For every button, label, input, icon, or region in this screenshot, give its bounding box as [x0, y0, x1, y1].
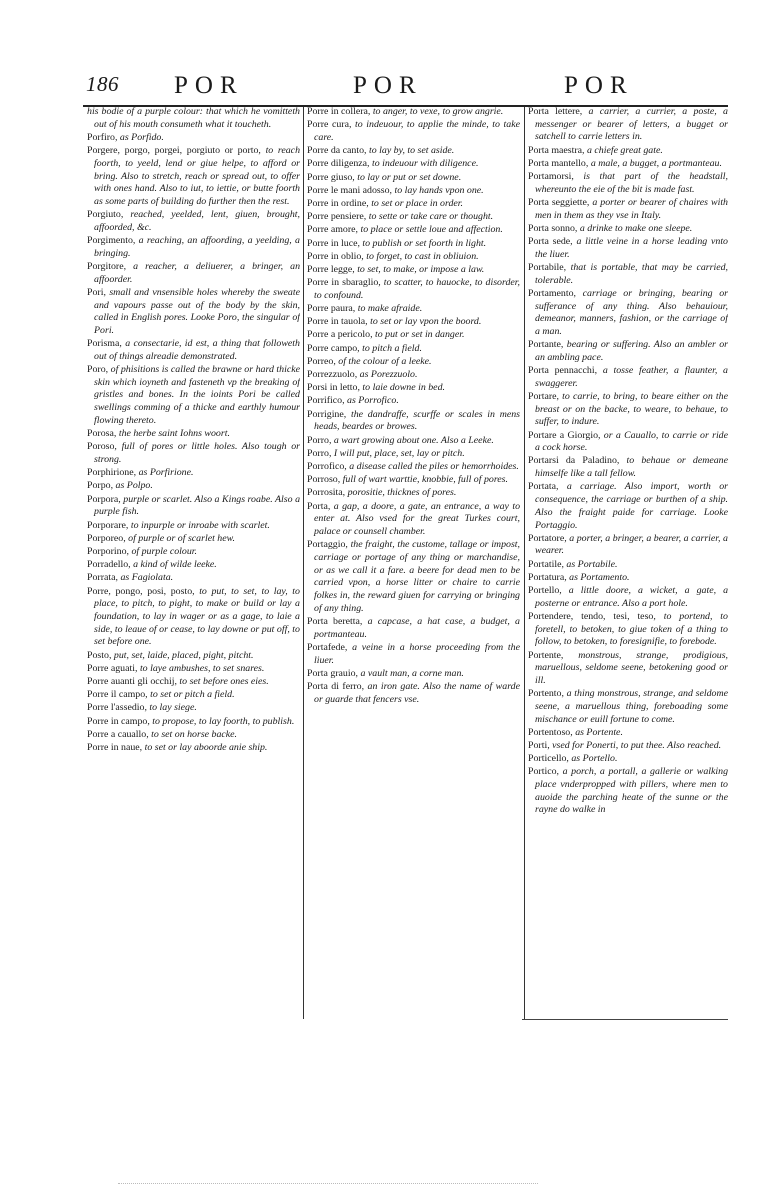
- dictionary-entry: [87, 742, 300, 755]
- entry-definition: a thing monstrous, strange, and seldome seene, a maruellous thing, foreboading some mischance or euill fortune to come.: [535, 688, 728, 725]
- entry-definition: as Portabile.: [566, 558, 618, 570]
- dictionary-column-2: [307, 106, 520, 1018]
- entry-definition: to set or lay vpon the boord.: [370, 316, 482, 328]
- entry-definition: vsed for Ponerti, to put thee. Also reached.: [552, 739, 722, 751]
- entry-definition: the fraight, the custome, tallage or impost, carriage or portage of any thing or marchandise, or as we call it a fare. a beere for dead men to be carried vpon, a horse litter or chaire to carrie folkes in, the reward giuen for carrying or bringing of any thing.: [314, 539, 520, 614]
- page-number: 186: [86, 72, 119, 96]
- dictionary-entry: [307, 264, 520, 277]
- dictionary-entry: [307, 539, 520, 615]
- entry-definition: a chiefe great gate.: [586, 144, 663, 156]
- dictionary-column-3: [528, 106, 728, 1018]
- entry-headword: Porre l'assedio,: [87, 702, 147, 714]
- dictionary-entry: [87, 209, 300, 234]
- dictionary-entry: [87, 480, 300, 493]
- entry-headword: Portello,: [528, 585, 562, 597]
- entry-definition: as Porezzuolo.: [359, 369, 418, 381]
- entry-definition: to anger, to vexe, to grow angrie.: [372, 106, 504, 117]
- dictionary-entry: [528, 430, 728, 455]
- entry-definition: full of pores or little holes. Also tough or strong.: [94, 441, 300, 465]
- dictionary-entry: [307, 277, 520, 302]
- dictionary-entry: [307, 158, 520, 171]
- dictionary-entry: [307, 474, 520, 487]
- dictionary-entry: [528, 236, 728, 261]
- entry-headword: Portatura,: [528, 571, 567, 583]
- entry-definition: to lay siege.: [149, 702, 197, 714]
- entry-headword: Porta lettere,: [528, 106, 583, 117]
- dictionary-entry: [307, 487, 520, 500]
- entry-headword: Portente,: [528, 649, 564, 661]
- entry-definition: a carrier, a currier, a poste, a messenger or bearer of letters, a bugget or satchell to carrie letters in.: [535, 106, 728, 143]
- dictionary-entry: [307, 435, 520, 448]
- entry-headword: Porre legge,: [307, 263, 355, 275]
- dictionary-entry: [528, 197, 728, 222]
- dictionary-entry: [307, 303, 520, 316]
- dictionary-entry: [87, 428, 300, 441]
- entry-definition: to laye ambushes, to set snares.: [139, 662, 265, 674]
- entry-headword: Portentoso,: [528, 726, 573, 738]
- entry-headword: Porrigine,: [307, 408, 347, 420]
- dictionary-entry: [87, 533, 300, 546]
- entry-definition: a reaching, an affoording, a yeelding, a bringing.: [94, 235, 300, 259]
- dictionary-entry: [307, 224, 520, 237]
- entry-headword: Porpo,: [87, 480, 114, 492]
- dictionary-entry: [307, 238, 520, 251]
- entry-definition: to publish or set foorth in light.: [362, 237, 487, 249]
- entry-definition: as Polpo.: [115, 480, 153, 492]
- entry-headword: Portamento,: [528, 287, 576, 299]
- dictionary-entry: [87, 676, 300, 689]
- dictionary-entry: [528, 650, 728, 688]
- dictionary-entry: [307, 316, 520, 329]
- dictionary-entry: [528, 727, 728, 740]
- entry-definition: a wart growing about one. Also a Leeke.: [333, 434, 494, 446]
- entry-definition: to put or set in danger.: [375, 329, 465, 341]
- dictionary-entry: [528, 688, 728, 726]
- dictionary-entry: [87, 235, 300, 260]
- entry-headword: Porre auanti gli occhij,: [87, 675, 177, 687]
- entry-headword: Porta,: [307, 500, 331, 512]
- dictionary-entry: [87, 546, 300, 559]
- entry-headword: Porre in oblio,: [307, 250, 364, 262]
- dictionary-entry: [87, 520, 300, 533]
- entry-definition: put, set, laide, placed, pight, pitcht.: [113, 649, 254, 661]
- entry-definition: to propose, to lay foorth, to publish.: [152, 715, 295, 727]
- entry-headword: Portico,: [528, 766, 559, 778]
- entry-definition: a porter, a bringer, a bearer, a carrier, a wearer.: [535, 532, 728, 557]
- entry-definition: reached, yeelded, lent, giuen, brought, affoorded, &c.: [94, 209, 300, 233]
- entry-headword: Portatile,: [528, 558, 564, 570]
- entry-headword: Porti,: [528, 739, 550, 751]
- dictionary-entry: [87, 287, 300, 338]
- entry-headword: Porre in sbaraglio,: [307, 277, 381, 289]
- entry-definition: a capcase, a hat case, a budget, a portmanteau.: [314, 615, 520, 640]
- dictionary-entry: [307, 185, 520, 198]
- entry-definition: to lay hands vpon one.: [394, 184, 484, 196]
- dictionary-entry: [87, 132, 300, 145]
- entry-headword: Porrofico,: [307, 460, 347, 472]
- dictionary-entry: [307, 461, 520, 474]
- entry-headword: Porosa,: [87, 428, 117, 440]
- entry-headword: Portare,: [528, 390, 559, 402]
- entry-definition: to put, to set, to lay, to place, to pitch, to pight, to make or build or lay a foundation, to lay in wager or as a gage, to laie a side, to leaue of or cease, to lay downe or put off, to set before one.: [94, 585, 300, 648]
- entry-headword: Posto,: [87, 649, 112, 661]
- entry-headword: Porre cura,: [307, 119, 352, 131]
- entry-definition: to laie downe in bed.: [362, 382, 445, 394]
- entry-headword: Porro,: [307, 434, 332, 446]
- dictionary-entry: [87, 106, 300, 131]
- dictionary-column-1: [87, 106, 300, 1018]
- entry-definition: the herbe saint Iohns woort.: [118, 428, 230, 440]
- entry-headword: Porrifico,: [307, 395, 345, 407]
- dictionary-entry: [87, 586, 300, 650]
- entry-definition: a male, a bugget, a portmanteau.: [590, 157, 722, 169]
- entry-definition: as Porfido.: [119, 131, 164, 143]
- entry-headword: Porro,: [307, 447, 332, 459]
- entry-definition: as Porrofico.: [347, 395, 399, 407]
- dictionary-entry: [307, 211, 520, 224]
- entry-headword: Portarsi da Paladino,: [528, 455, 620, 467]
- dictionary-entry: [87, 689, 300, 702]
- entry-headword: Porre diligenza,: [307, 158, 370, 170]
- running-headword-center: POR: [353, 72, 423, 99]
- entry-headword: Porre in luce,: [307, 237, 360, 249]
- dictionary-entry: [528, 753, 728, 766]
- dictionary-entry: [307, 198, 520, 211]
- entry-definition: to portend, to foretell, to betoken, to giue token of a thing to follow, to betoken, to foresignifie, to forebode.: [535, 610, 728, 648]
- entry-headword: Porta pennacchi,: [528, 365, 598, 377]
- entry-headword: Porpora,: [87, 493, 121, 505]
- entry-definition: a little doore, a wicket, a gate, a posterne or entrance. Also a port hole.: [535, 585, 728, 609]
- entry-headword: Porisma,: [87, 338, 122, 350]
- entry-definition: as Porfirione.: [138, 467, 194, 479]
- dictionary-entry: [87, 364, 300, 428]
- dictionary-entry: [87, 494, 300, 519]
- dictionary-entry: [528, 585, 728, 610]
- entry-definition: I will put, place, set, lay or pitch.: [333, 447, 465, 459]
- entry-headword: Portante,: [528, 339, 564, 351]
- entry-definition: bearing or suffering. Also an ambler or an ambling pace.: [535, 339, 728, 363]
- dictionary-entry: [307, 106, 520, 119]
- entry-headword: Portaggio,: [307, 539, 348, 551]
- dictionary-entry: [87, 441, 300, 466]
- dictionary-entry: [307, 448, 520, 461]
- entry-headword: Porroso,: [307, 474, 341, 486]
- entry-headword: Portamorsi,: [528, 171, 574, 183]
- entry-headword: Porre a cauallo,: [87, 728, 149, 740]
- dictionary-entry: [528, 365, 728, 390]
- entry-definition: a carriage. Also import, worth or consequence, the carriage or burthen of a ship. Also the fraight paide for carriage. Looke Portaggio.: [535, 481, 728, 531]
- dictionary-entry: [528, 106, 728, 144]
- entry-definition: of phisitions is called the brawne or hard thicke skin which ioyneth and fasteneth vp the breaking of gristles and bones. In the ioints Pori be called swellings comming of a thicke and earthly humour flowing thereto.: [94, 364, 300, 426]
- dictionary-entry: [307, 395, 520, 408]
- entry-headword: Porre in naue,: [87, 741, 143, 753]
- dictionary-entry: [528, 766, 728, 817]
- dictionary-entry: [528, 223, 728, 236]
- entry-headword: Poro,: [87, 364, 109, 376]
- entry-headword: Porre in tauola,: [307, 316, 368, 328]
- entry-definition: to pitch a field.: [362, 342, 422, 354]
- entry-headword: Pori,: [87, 286, 106, 298]
- entry-headword: Porre, pongo, posi, posto,: [87, 585, 195, 597]
- entry-headword: Porsi in letto,: [307, 382, 360, 394]
- entry-definition: as Fagiolata.: [120, 572, 174, 584]
- entry-definition: a consectarie, id est, a thing that followeth out of things alreadie demonstrated.: [94, 338, 300, 362]
- entry-headword: Porrata,: [87, 572, 118, 584]
- entry-definition: a disease called the piles or hemorrhoides.: [349, 460, 519, 472]
- entry-headword: Porporino,: [87, 545, 129, 557]
- entry-definition: as Portello.: [571, 753, 618, 765]
- entry-headword: Porre aguati,: [87, 662, 138, 674]
- entry-headword: Porre pensiere,: [307, 211, 367, 223]
- entry-definition: to inpurple or inroabe with scarlet.: [130, 519, 270, 531]
- entry-definition: a porter or bearer of chaires with men in them as they vse in Italy.: [535, 196, 728, 221]
- dictionary-entry: [87, 145, 300, 209]
- entry-definition: small and vnsensible holes whereby the sweate and vapours passe out of the body by the skin, called in English pores. Looke Poro, the singular of Pori.: [94, 286, 300, 336]
- entry-definition: carriage or bringing, bearing or sufferance of any thing. Also behauiour, demeanor, manners, fashion, or the carriage of a man.: [535, 287, 728, 337]
- dictionary-entry: [528, 339, 728, 364]
- entry-headword: Porgere, porgo, porgei, porgiuto or porto,: [87, 145, 261, 157]
- running-headword-left: POR: [174, 72, 244, 99]
- dictionary-entry: [528, 158, 728, 171]
- entry-headword: Porgitore,: [87, 260, 127, 272]
- entry-definition: monstrous, strange, prodigious, maruellous, seldome seene, betokening good or ill.: [535, 649, 728, 686]
- entry-definition: of the colour of a leeke.: [338, 355, 432, 367]
- entry-definition: to forget, to cast in obliuion.: [366, 250, 479, 262]
- dictionary-entry: [87, 467, 300, 480]
- dictionary-entry: [87, 716, 300, 729]
- entry-definition: full of wart warttie, knobbie, full of pores.: [342, 474, 508, 486]
- entry-definition: a reacher, a deliuerer, a bringer, an affoorder.: [94, 260, 300, 285]
- entry-definition: a gap, a doore, a gate, an entrance, a way to enter at. Also vsed for the great Turkes court, palace or counsell chamber.: [314, 500, 520, 537]
- entry-definition: to set or pitch a field.: [150, 689, 235, 701]
- entry-headword: Porre le mani adosso,: [307, 184, 393, 196]
- dictionary-entry: [528, 262, 728, 287]
- dictionary-entry: [528, 559, 728, 572]
- entry-headword: Portatore,: [528, 532, 567, 544]
- entry-headword: Portata,: [528, 481, 559, 493]
- entry-headword: Porta sede,: [528, 236, 573, 248]
- entry-definition: to indeuour with diligence.: [372, 158, 479, 170]
- entry-headword: Porre amore,: [307, 224, 358, 236]
- entry-definition: a porch, a portall, a gallerie or walking place vnderpropped with pillers, where men to auoide the parching heate of the sunne or the rayne do walke in: [535, 766, 728, 816]
- entry-definition: to reach foorth, to yeeld, lend or giue helpe, to afford or bring. Also to stretch, reach or spread out, to offer with ones hand. Also to iut, to iettie, or butte foorth as some parts of building do further then the rest.: [94, 145, 300, 207]
- entry-headword: Porta beretta,: [307, 615, 363, 627]
- dictionary-entry: [307, 369, 520, 382]
- entry-definition: that is portable, that may be carried, tolerable.: [535, 261, 728, 286]
- footer-scan-mark: [118, 1183, 538, 1184]
- dictionary-entry: [528, 481, 728, 532]
- entry-headword: Porreo,: [307, 355, 336, 367]
- dictionary-entry: [528, 145, 728, 158]
- entry-headword: Porre in ordine,: [307, 197, 369, 209]
- entry-headword: Porre da canto,: [307, 145, 367, 157]
- dictionary-entry: [307, 329, 520, 342]
- entry-headword: Porre in campo,: [87, 715, 150, 727]
- dictionary-entry: [87, 559, 300, 572]
- dictionary-entry: [307, 251, 520, 264]
- entry-headword: Porphirione,: [87, 467, 137, 479]
- entry-headword: Porta seggiette,: [528, 196, 590, 208]
- entry-headword: Porradello,: [87, 559, 131, 571]
- entry-headword: Porta sonno,: [528, 222, 578, 234]
- dictionary-entry: [87, 650, 300, 663]
- dictionary-entry: [87, 702, 300, 715]
- entry-definition: to behaue or demeane himselfe like a tall fellow.: [535, 455, 728, 480]
- entry-headword: Porre campo,: [307, 342, 360, 354]
- dictionary-entry: [307, 668, 520, 681]
- entry-definition: to scatter, to hauocke, to disorder, to confound.: [314, 277, 520, 301]
- entry-headword: Porgiuto,: [87, 209, 124, 221]
- entry-headword: Porta mantello,: [528, 157, 589, 169]
- entry-definition: to set or place in order.: [371, 197, 463, 209]
- entry-headword: Porrosita,: [307, 487, 346, 499]
- entry-headword: Porre paura,: [307, 303, 356, 315]
- entry-definition: an iron gate. Also the name of warde or guarde that fencers vse.: [314, 680, 520, 705]
- column-divider-1: [303, 107, 304, 1019]
- entry-headword: Portafede,: [307, 641, 348, 653]
- running-headword-right: POR: [564, 72, 634, 99]
- entry-headword: Porrezzuolo,: [307, 369, 358, 381]
- entry-definition: porositie, thicknes of pores.: [347, 487, 457, 499]
- entry-headword: Portendere, tendo, tesi, teso,: [528, 610, 656, 622]
- dictionary-entry: [307, 681, 520, 706]
- dictionary-entry: [307, 409, 520, 434]
- entry-definition: as Portente.: [575, 726, 623, 738]
- dictionary-entry: [307, 382, 520, 395]
- entry-headword: Porre giuso,: [307, 171, 355, 183]
- entry-definition: to lay by, to set aside.: [368, 145, 455, 157]
- column-divider-2: [524, 107, 525, 1019]
- entry-definition: a veine in a horse proceeding from the liuer.: [314, 641, 520, 666]
- entry-definition: the dandraffe, scurffe or scales in mens heads, beardes or browes.: [314, 408, 520, 433]
- entry-definition: of purple colour.: [131, 545, 197, 557]
- entry-definition: a little veine in a horse leading vnto the liuer.: [535, 236, 728, 260]
- dictionary-entry: [307, 172, 520, 185]
- dictionary-entry: [307, 616, 520, 641]
- entry-definition: to set or lay aboorde anie ship.: [144, 741, 268, 753]
- entry-definition: a vault man, a corne man.: [360, 667, 464, 679]
- entry-definition: as Portamento.: [569, 571, 630, 583]
- entry-definition: of purple or of scarlet hew.: [128, 532, 235, 544]
- dictionary-entry: [87, 338, 300, 363]
- entry-definition: to sette or take care or thought.: [368, 211, 494, 223]
- entry-definition: purple or scarlet. Also a Kings roabe. Also a purple fish.: [94, 493, 300, 518]
- dictionary-entry: [528, 740, 728, 753]
- entry-headword: Poroso,: [87, 441, 117, 453]
- entry-headword: Porre a pericolo,: [307, 329, 373, 341]
- entry-headword: Porre il campo,: [87, 689, 148, 701]
- dictionary-entry: [528, 572, 728, 585]
- entry-definition: to carrie, to bring, to beare either on the breast or on the backe, to weare, to behaue, to suffer, to indure.: [535, 390, 728, 428]
- column-end-rule: [522, 1019, 728, 1020]
- dictionary-entry: [307, 343, 520, 356]
- entry-headword: Portabile,: [528, 261, 567, 273]
- entry-headword: Porta grauio,: [307, 667, 359, 679]
- entry-definition: to set, to make, or impose a law.: [357, 263, 485, 275]
- entry-headword: Porticello,: [528, 753, 569, 765]
- dictionary-entry: [307, 119, 520, 144]
- entry-definition: to lay or put or set downe.: [357, 171, 462, 183]
- entry-headword: Porre in collera,: [307, 106, 371, 117]
- dictionary-entry: [528, 171, 728, 196]
- dictionary-entry: [87, 663, 300, 676]
- dictionary-entry: [307, 501, 520, 539]
- dictionary-entry: [528, 391, 728, 429]
- entry-definition: a kind of wilde leeke.: [133, 559, 217, 571]
- dictionary-entry: [307, 356, 520, 369]
- entry-definition: to make afraide.: [357, 303, 423, 315]
- entry-headword: Porporare,: [87, 519, 129, 531]
- dictionary-entry: [87, 572, 300, 585]
- entry-headword: Porta di ferro,: [307, 680, 365, 692]
- entry-definition: to indeuour, to applie the minde, to take care.: [314, 119, 520, 143]
- entry-headword: Portare a Giorgio,: [528, 429, 601, 441]
- entry-definition: is that part of the headstall, whereunto the eie of the bit is made fast.: [535, 171, 728, 195]
- dictionary-entry: [528, 288, 728, 339]
- dictionary-entry: [87, 261, 300, 286]
- entry-headword: Porporeo,: [87, 532, 126, 544]
- entry-definition: his bodie of a purple colour: that which he vomitteth out of his mouth consumeth what it toucheth.: [87, 106, 300, 130]
- entry-definition: a drinke to make one sleepe.: [579, 222, 693, 234]
- entry-definition: a tosse feather, a flaunter, a swaggerer.: [535, 365, 728, 389]
- dictionary-entry: [307, 642, 520, 667]
- entry-headword: Porgimento,: [87, 235, 136, 247]
- entry-definition: or a Cauallo, to carrie or ride a cock horse.: [535, 429, 728, 454]
- entry-headword: Porfiro,: [87, 131, 118, 143]
- entry-definition: to place or settle loue and affection.: [360, 224, 503, 236]
- dictionary-entry: [528, 455, 728, 480]
- entry-headword: Porta maestra,: [528, 144, 585, 156]
- entry-definition: to set on horse backe.: [151, 728, 238, 740]
- dictionary-entry: [528, 533, 728, 558]
- entry-definition: to set before ones eies.: [179, 675, 269, 687]
- dictionary-entry: [307, 145, 520, 158]
- dictionary-entry: [528, 611, 728, 649]
- entry-headword: Portento,: [528, 688, 564, 700]
- dictionary-entry: [87, 729, 300, 742]
